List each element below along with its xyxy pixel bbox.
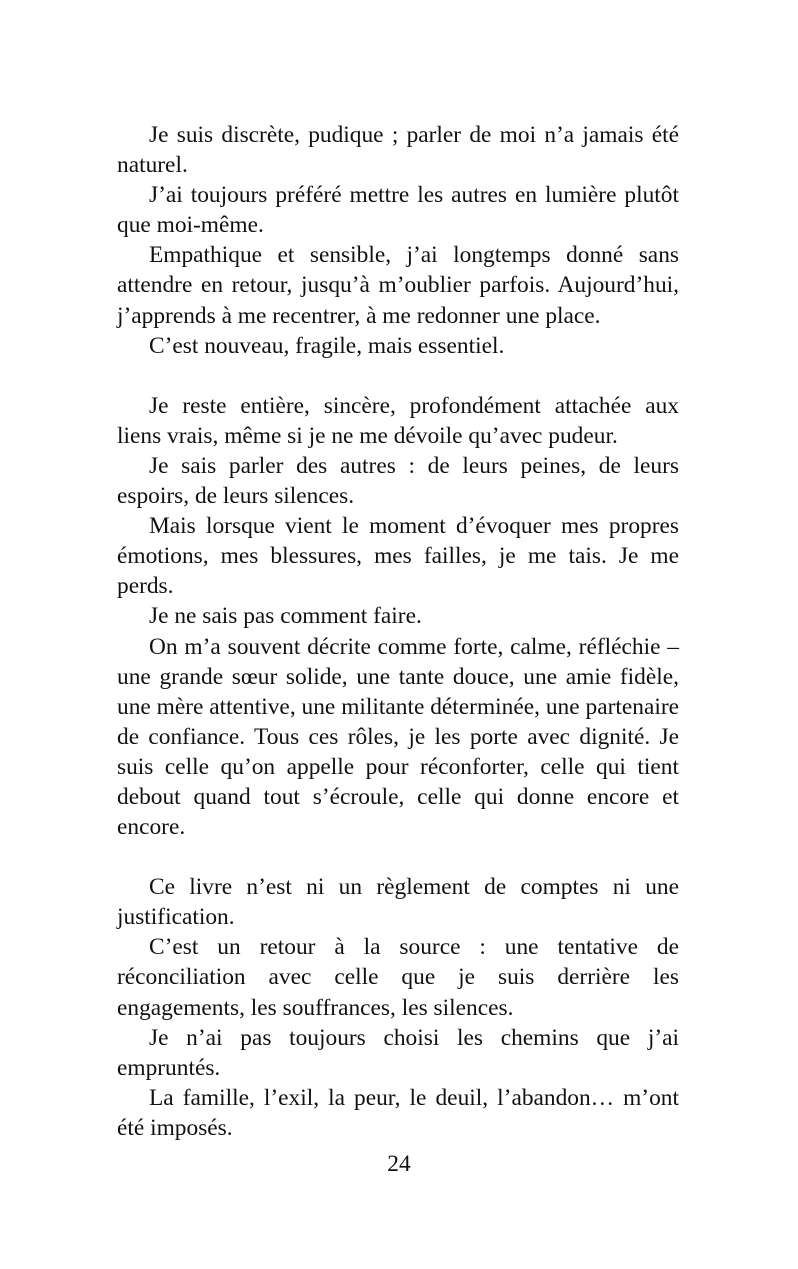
paragraph: Empathique et sensible, j’ai longtemps donné sans attendre en retour, jusqu’à m’oublier parfois. Aujourd’hui, j’apprends à me recentrer, à me redonner une place. [117,242,679,329]
paragraph: Je ne sais pas comment faire. [149,603,422,630]
paragraph: Ce livre n’est ni un règlement de comptes ni une justification. [117,874,679,931]
page-number: 24 [387,1151,411,1177]
paragraph: Mais lorsque vient le moment d’évoquer mes propres émotions, mes blessures, mes failles, je me tais. Je me perds. [117,513,679,600]
text-block-1 [117,120,679,361]
paragraph: C’est nouveau, fragile, mais essentiel. [149,332,505,359]
paragraph: J’ai toujours préféré mettre les autres en lumière plutôt que moi-même. [117,182,679,239]
paragraph: La famille, l’exil, la peur, le deuil, l’abandon… m’ont été imposés. [117,1084,679,1141]
page-body [117,120,679,1143]
paragraph: Je sais parler des autres : de leurs peines, de leurs espoirs, de leurs silences. [117,452,679,510]
paragraph: On m’a souvent décrite comme forte, calme, réfléchie – une grande sœur solide, une tante douce, une amie fidèle, une mère attentive, une militante déterminée, une partenaire de confiance. Tous ces rôles, je les porte avec dignité. Je suis celle qu’on appelle pour réconforter, celle qui tient debout quand tout s’écroule, celle qui donne encore et encore. [117,633,679,841]
paragraph: Je n’ai pas toujours choisi les chemins que j’ai empruntés. [117,1024,679,1081]
paragraph: Je reste entière, sincère, profondément attachée aux liens vrais, même si je ne me dévoile qu’avec pudeur. [117,392,679,449]
block-separator [117,361,679,391]
paragraph: Je suis discrète, pudique ; parler de moi n’a jamais été naturel. [117,122,679,179]
block-separator [117,842,679,872]
paragraph: C’est un retour à la source : une tentative de réconciliation avec celle que je suis derrière les engagements, les souffrances, les silences. [117,934,679,1021]
text-block-3 [117,872,679,1143]
text-block-2 [117,391,679,842]
